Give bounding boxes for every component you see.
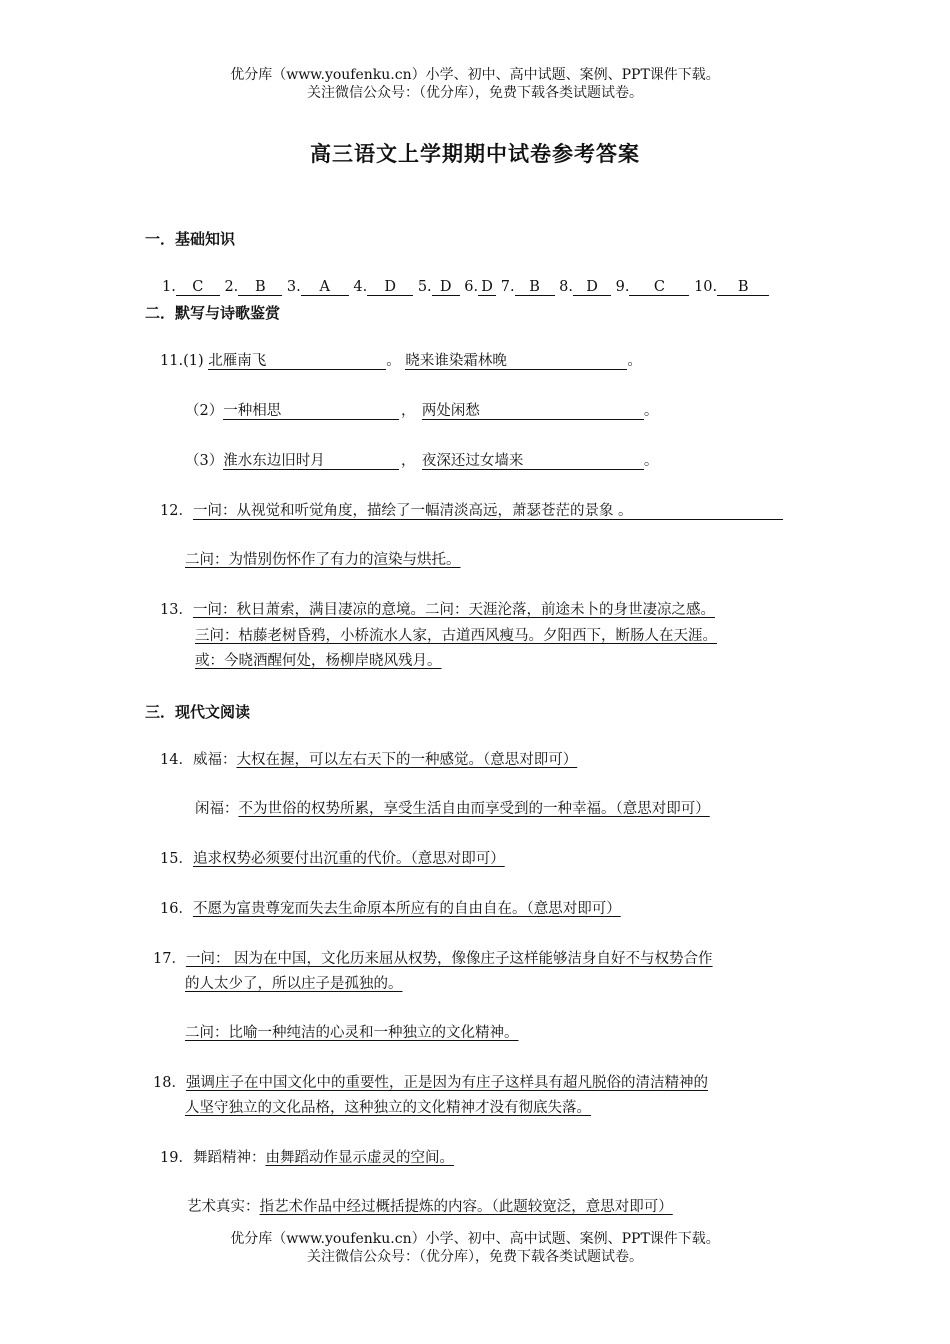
q12-label: 12． bbox=[160, 503, 193, 519]
mc-10-answer: B bbox=[717, 279, 769, 296]
q13-answer-line3 bbox=[195, 652, 442, 670]
q19-answer2 bbox=[187, 1198, 673, 1216]
q12-answer2-text: 二问：为惜别伤怀作了有力的渲染与烘托。 bbox=[185, 552, 461, 568]
site-footer-line2: 关注微信公众号：（优分库），免费下载各类试题试卷。 bbox=[307, 1249, 643, 1265]
q14-key1: 威福： bbox=[192, 752, 237, 768]
q13-answer-line2 bbox=[195, 627, 717, 645]
mc-5-num: 5. bbox=[417, 279, 432, 295]
q18-line1-text: 强调庄子在中国文化中的重要性，正是因为有庄子这样具有超凡脱俗的清洁精神的 bbox=[185, 1075, 708, 1091]
q19-answer1 bbox=[160, 1149, 454, 1167]
q18-answer-line2 bbox=[185, 1099, 591, 1117]
q16-answer bbox=[160, 900, 621, 918]
q11-part1-answer-a: 北雁南飞 bbox=[208, 353, 386, 370]
mc-5-answer: D bbox=[432, 279, 460, 296]
mc-8-num: 8. bbox=[559, 279, 574, 295]
section-basic-knowledge: 一．基础知识 bbox=[145, 230, 236, 248]
mc-7-answer: B bbox=[515, 279, 555, 296]
mc-3-answer: A bbox=[301, 279, 349, 296]
mc-9-answer: C bbox=[629, 279, 689, 296]
q12-answer2 bbox=[185, 551, 461, 569]
q13-line2-text: 三问：枯藤老树昏鸦，小桥流水人家，古道西风瘦马。夕阳西下，断肠人在天涯。 bbox=[195, 628, 717, 644]
mc-2-answer: B bbox=[238, 279, 282, 296]
page-title: 高三语文上学期期中试卷参考答案 bbox=[310, 142, 640, 166]
q19-answer2-text: 指艺术作品中经过概括提炼的内容。（此题较宽泛，意思对即可） bbox=[259, 1199, 673, 1215]
section-poetry: 二．默写与诗歌鉴赏 bbox=[145, 304, 281, 322]
q14-label: 14． bbox=[160, 752, 193, 768]
q13-line3-text: 或：今晓酒醒何处，杨柳岸晓风残月。 bbox=[195, 653, 442, 669]
q14-key2: 闲福： bbox=[195, 801, 239, 817]
q11-part3-answer-a: 淮水东边旧时月 bbox=[223, 453, 399, 470]
q13-answer-line1 bbox=[160, 601, 715, 619]
q17-line3-text: 二问：比喻一种纯洁的心灵和一种独立的文化精神。 bbox=[185, 1025, 519, 1041]
q19-answer1-text: 由舞蹈动作显示虚灵的空间。 bbox=[265, 1150, 454, 1166]
q11-part1-end: 。 bbox=[627, 353, 642, 369]
q15-label: 15． bbox=[160, 851, 193, 867]
q17-label: 17． bbox=[153, 951, 186, 967]
q11-part2-answer-a: 一种相思 bbox=[223, 403, 399, 420]
mc-6-answer: D bbox=[478, 279, 496, 296]
mc-1-num: 1. bbox=[162, 279, 176, 295]
site-footer-line1: 优分库（www.youfenku.cn）小学、初中、高中试题、案例、PPT课件下载。 bbox=[230, 1231, 720, 1247]
mc-6-num: 6. bbox=[464, 279, 479, 295]
q14-answer2-text: 不为世俗的权势所累，享受生活自由而享受到的一种幸福。（意思对即可） bbox=[238, 801, 710, 817]
mc-10-num: 10. bbox=[694, 279, 718, 295]
q14-answer1-text: 大权在握，可以左右天下的一种感觉。（意思对即可） bbox=[236, 752, 578, 768]
q11-label: 11. bbox=[160, 353, 184, 369]
q11-part2-sep: ， bbox=[400, 403, 416, 419]
q15-answer bbox=[160, 850, 505, 868]
q18-label: 18． bbox=[153, 1075, 186, 1091]
q11-part3-num: （3） bbox=[185, 453, 224, 469]
q19-key1: 舞蹈精神： bbox=[192, 1150, 266, 1166]
q11-part1-num: (1) bbox=[183, 353, 204, 369]
q17-answer-line2 bbox=[185, 975, 403, 993]
q11-part3-sep: ， bbox=[400, 453, 416, 469]
q15-answer-text: 追求权势必须要付出沉重的代价。（意思对即可） bbox=[192, 851, 505, 867]
q16-label: 16． bbox=[160, 901, 193, 917]
q17-line1-text: 一问： 因为在中国，文化历来屈从权势，像像庄子这样能够洁身自好不与权势合作 bbox=[185, 951, 713, 967]
mc-4-num: 4. bbox=[353, 279, 368, 295]
section-modern-reading: 三．现代文阅读 bbox=[145, 703, 251, 721]
mc-4-answer: D bbox=[367, 279, 413, 296]
q11-part2-answer-b: 两处闲愁 bbox=[422, 403, 644, 420]
q18-line2-text: 人坚守独立的文化品格，这种独立的文化精神才没有彻底失落。 bbox=[185, 1100, 591, 1116]
mc-9-num: 9. bbox=[615, 279, 630, 295]
q16-answer-text: 不愿为富贵尊宠而失去生命原本所应有的自由自在。（意思对即可） bbox=[192, 901, 621, 917]
q11-part3-end: 。 bbox=[643, 453, 659, 469]
mc-1-answer: C bbox=[176, 279, 220, 296]
q17-answer-line3 bbox=[185, 1024, 519, 1042]
site-header-line1: 优分库（www.youfenku.cn）小学、初中、高中试题、案例、PPT课件下载。 bbox=[230, 67, 720, 83]
q11-part1-sep: 。 bbox=[386, 353, 401, 369]
mc-8-answer: D bbox=[573, 279, 611, 296]
q11-part3 bbox=[185, 452, 658, 470]
site-header-line2: 关注微信公众号：（优分库），免费下载各类试题试卷。 bbox=[307, 85, 643, 101]
q11-part1-answer-b: 晓来谁染霜林晚 bbox=[405, 353, 627, 370]
q14-answer2 bbox=[195, 800, 710, 818]
mc-answer-row bbox=[162, 278, 769, 296]
mc-7-num: 7. bbox=[500, 279, 515, 295]
q12-answer1-text: 一问：从视觉和听觉角度，描绘了一幅清淡高远，萧瑟苍茫的景象 。 bbox=[193, 503, 783, 520]
q18-answer-line1 bbox=[153, 1074, 708, 1092]
q11-part2-end: 。 bbox=[643, 403, 659, 419]
q19-key2: 艺术真实： bbox=[187, 1199, 260, 1215]
q17-line2-text: 的人太少了，所以庄子是孤独的。 bbox=[185, 976, 403, 992]
q11-part2 bbox=[185, 402, 658, 420]
q11-part1 bbox=[160, 352, 642, 370]
q14-answer1 bbox=[160, 751, 577, 769]
mc-2-num: 2. bbox=[224, 279, 239, 295]
q12-answer1 bbox=[160, 502, 783, 520]
q17-answer-line1 bbox=[153, 950, 713, 968]
q11-part2-num: （2） bbox=[185, 403, 224, 419]
q13-label: 13． bbox=[160, 602, 193, 618]
q19-label: 19． bbox=[160, 1150, 193, 1166]
q13-line1-text: 一问：秋日萧索，满目凄凉的意境。二问：天涯沦落，前途未卜的身世凄凉之感。 bbox=[192, 602, 715, 618]
q11-part3-answer-b: 夜深还过女墙来 bbox=[422, 453, 644, 470]
mc-3-num: 3. bbox=[286, 279, 301, 295]
